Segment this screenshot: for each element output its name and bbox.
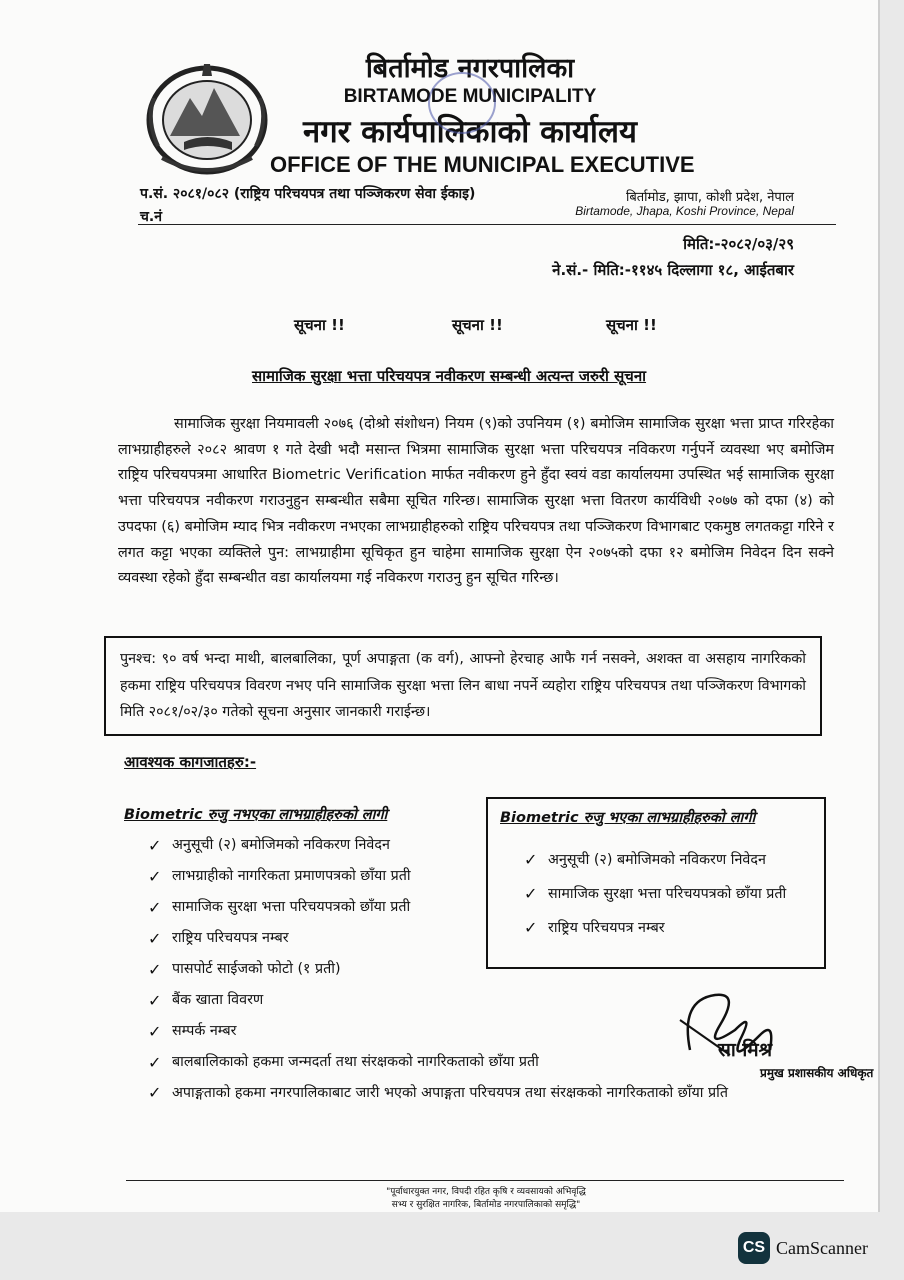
- office-name-english: OFFICE OF THE MUNICIPAL EXECUTIVE: [270, 152, 695, 177]
- reference-number: प.सं. २०८१/०८२ (राष्ट्रिय परिचयपत्र तथा पञ्जिकरण सेवा ईकाइ): [140, 186, 476, 202]
- list-item: ✓ लाभग्राहीको नागरिकता प्रमाणपत्रको छाँया प्रती: [148, 861, 804, 892]
- footer-divider: [126, 1180, 844, 1181]
- dispatch-number: च.नं: [140, 209, 162, 225]
- required-documents-title: आवश्यक कागजातहरु:-: [124, 753, 257, 771]
- without-biometric-title: Biometric रुजु नभएका लाभग्राहीहरुको लागी: [124, 807, 388, 823]
- camscanner-logo: CS: [738, 1232, 770, 1264]
- municipality-name-nepali: बिर्तामोड नगरपालिका: [365, 53, 575, 84]
- list-item: ✓ अनुसूची (२) बमोजिमको नविकरण निवेदन: [148, 830, 804, 861]
- postscript-text: पुनश्च: ९० वर्ष भन्दा माथी, बालबालिका, पूर्ण अपाङ्गता (क वर्ग), आफ्नो हेरचाह आफै गर्न नसक्ने, अशक्त वा असहाय नागरिकको हकमा राष्ट्रिय परिचयपत्र विवरण नभए पनि सामाजिक सुरक्षा भत्ता लिन बाधा नपर्ने व्यहोरा राष्ट्रिय परिचयपत्र तथा पञ्जिकरण विभागको मिति २०८१/०२/३० गतेको सूचना अनुसार जानकारी गराईन्छ।: [120, 651, 806, 720]
- check-icon: ✓: [524, 850, 538, 869]
- list-item: ✓ अनुसूची (२) बमोजिमको नविकरण निवेदन: [524, 843, 812, 877]
- nepal-sambat-date: ने.सं.- मिति:-११४५ दिल्लागा १८, आईतबार: [552, 261, 794, 279]
- municipality-name-english: BIRTAMODE MUNICIPALITY: [343, 86, 597, 107]
- header-divider: [138, 224, 836, 225]
- list-item: ✓ राष्ट्रिय परिचयपत्र नम्बर: [524, 911, 812, 945]
- check-icon: ✓: [148, 991, 162, 1010]
- check-icon: ✓: [148, 960, 162, 979]
- list-item: ✓ सामाजिक सुरक्षा भत्ता परिचयपत्रको छाँया प्रती: [148, 892, 804, 923]
- list-item: ✓ अपाङ्गताको हकमा नगरपालिकाबाट जारी भएको अपाङ्गता परिचयपत्र तथा संरक्षकको नागरिकताको छाँया प्रति: [148, 1083, 729, 1102]
- stamp-mark: [428, 72, 496, 134]
- check-icon: ✓: [148, 1083, 162, 1102]
- list-item: ✓ राष्ट्रिय परिचयपत्र नम्बर: [148, 923, 804, 954]
- notice-body: सामाजिक सुरक्षा नियमावली २०७६ (दोश्रो संशोधन) नियम (९)को उपनियम (१) बमोजिम सामाजिक सुरक्षा भत्ता प्राप्त गरिरहेका लाभग्राहीहरुले २०८२ श्रावण १ गते देखी भदौ मसान्त भित्रमा सामाजिक सुरक्षा भत्ता परिचयपत्र नविकरण गर्नुपर्ने व्यवस्था भए बमोजिम राष्ट्रिय परिचयपत्रमा आधारित Biometric Verification मार्फत नवीकरण हुने हुँदा स्वयं वडा कार्यालयमा उपस्थित भई सामाजिक सुरक्षा भत्ता परिचयपत्र नवीकरण गराउनुहुन सम्बन्धीत सबैमा सूचित गरिन्छ। सामाजिक सुरक्षा भत्ता वितरण कार्यविधी २०७७ को दफा (४) को उपदफा (६) बमोजिम म्याद भित्र नवीकरण नभएका लाभग्राहीहरुको राष्ट्रिय परिचयपत्र तथा पञ्जिकरण विभागबाट एकमुष्ठ लगतकट्टा गरिने र लगत कट्टा भएका व्यक्तिले पुन: लाभग्राहीमा सूचिकृत हुन चाहेमा सामाजिक सुरक्षा ऐन २०७५को दफा १२ बमोजिम निवेदन दिन सक्ने व्यवस्था रहेको हुँदा सम्बन्धीत वडा कार्यालयमा गई नविकरण गराउनु हुन सूचित गरिन्छ।: [118, 416, 834, 587]
- footer-line: सभ्य र सुरक्षित नागरिक, बिर्तामोड नगरपालिकाको समृद्धि": [391, 1200, 581, 1210]
- office-name-nepali: नगर कार्यपालिकाको कार्यालय: [303, 114, 637, 150]
- notice-heading: सूचना !!: [452, 316, 503, 334]
- notice-heading: सूचना !!: [294, 316, 345, 334]
- check-icon: ✓: [524, 918, 538, 937]
- check-icon: ✓: [148, 898, 162, 917]
- scan-edge: [878, 0, 880, 1212]
- with-biometric-box: [486, 797, 826, 969]
- footer-line: "पूर्वाधारयुक्त नगर, विपदी रहित कृषि र व्यवसायको अभिवृद्धि: [386, 1187, 586, 1197]
- list-item: ✓ बैंक खाता विवरण: [148, 985, 804, 1016]
- date: मिति:-२०८२/०३/२९: [683, 235, 794, 253]
- list-item: ✓ बालबालिकाको हकमा जन्मदर्ता तथा संरक्षकको नागरिकताको छाँया प्रती: [148, 1047, 804, 1078]
- with-biometric-title: Biometric रुजु भएका लाभग्राहीहरुको लागी: [500, 810, 756, 826]
- check-icon: ✓: [148, 1022, 162, 1041]
- footer-slogan: [336, 1186, 636, 1212]
- check-icon: ✓: [148, 867, 162, 886]
- check-icon: ✓: [148, 929, 162, 948]
- signatory-title: प्रमुख प्रशासकीय अधिकृत: [760, 1066, 874, 1080]
- check-icon: ✓: [524, 884, 538, 903]
- notice-heading: सूचना !!: [606, 316, 657, 334]
- address-nepali: बिर्तामोड, झापा, कोशी प्रदेश, नेपाल: [625, 190, 794, 205]
- signatory-name: सा मिश्र: [718, 1039, 773, 1061]
- address-english: Birtamode, Jhapa, Koshi Province, Nepal: [575, 204, 794, 218]
- list-item: ✓ सम्पर्क नम्बर: [148, 1016, 804, 1047]
- list-item: ✓ पासपोर्ट साईजको फोटो (१ प्रती): [148, 954, 804, 985]
- camscanner-watermark: CamScanner: [776, 1238, 868, 1258]
- notice-subject: सामाजिक सुरक्षा भत्ता परिचयपत्र नवीकरण सम्बन्धी अत्यन्त जरुरी सूचना: [252, 367, 647, 385]
- list-item: ✓ सामाजिक सुरक्षा भत्ता परिचयपत्रको छाँया प्रती: [524, 877, 812, 911]
- check-icon: ✓: [148, 1053, 162, 1072]
- check-icon: ✓: [148, 836, 162, 855]
- postscript-box: [104, 636, 822, 736]
